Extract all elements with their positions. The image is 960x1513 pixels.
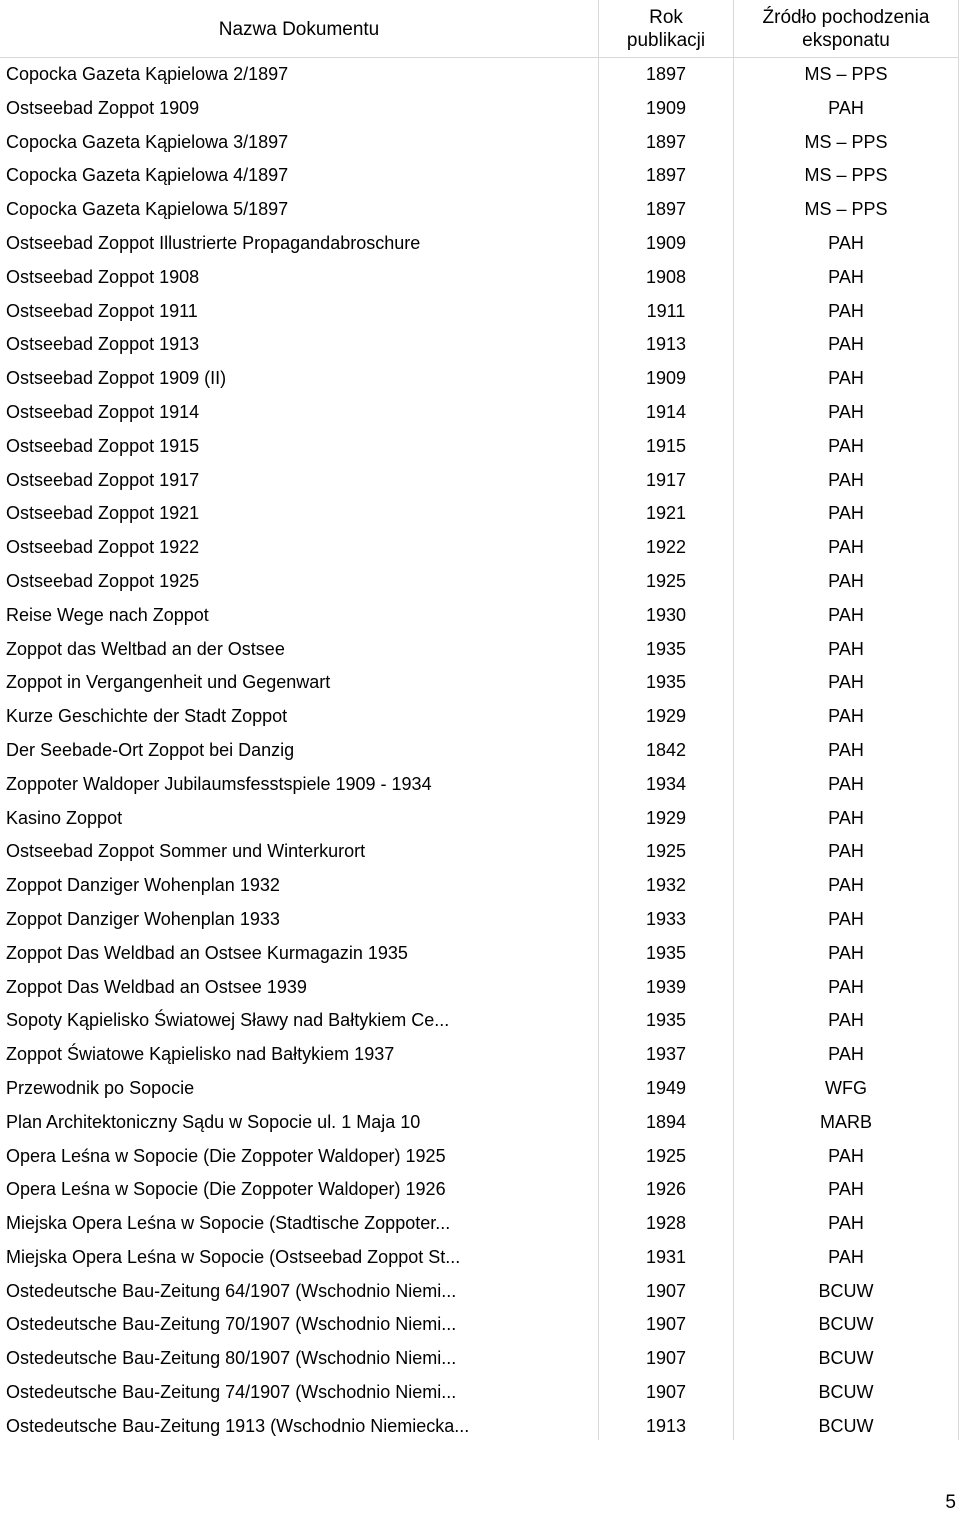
- cell-publication-year: 1907: [645, 1348, 687, 1369]
- table-row: [0, 734, 960, 768]
- cell-exhibit-source: PAH: [828, 706, 864, 727]
- cell-exhibit-source: MARB: [819, 1111, 872, 1132]
- table-row: [0, 227, 960, 261]
- cell-publication-year: 1933: [645, 908, 687, 929]
- table-row: [0, 1173, 960, 1207]
- cell-document-name: Ostedeutsche Bau-Zeitung 80/1907 (Wschodnio Niemi...: [6, 1348, 457, 1369]
- cell-document-name: Przewodnik po Sopocie: [6, 1077, 195, 1098]
- table-row: [0, 430, 960, 464]
- cell-exhibit-source: WFG: [825, 1077, 867, 1098]
- cell-exhibit-source: PAH: [828, 875, 864, 896]
- cell-document-name: Zoppot Danziger Wohenplan 1933: [6, 908, 280, 929]
- cell-document-name: Kasino Zoppot: [6, 807, 123, 828]
- cell-document-name: Opera Leśna w Sopocie (Die Zoppoter Waldoper) 1925: [6, 1145, 446, 1166]
- cell-document-name: Kurze Geschichte der Stadt Zoppot: [6, 706, 288, 727]
- cell-document-name: Zoppot Światowe Kąpielisko nad Bałtykiem 1937: [6, 1044, 395, 1065]
- cell-document-name: Zoppot in Vergangenheit und Gegenwart: [6, 672, 331, 693]
- table-row: [0, 396, 960, 430]
- cell-exhibit-source: PAH: [828, 503, 864, 524]
- cell-publication-year: 1908: [645, 266, 687, 287]
- table-row: [0, 1241, 960, 1275]
- cell-publication-year: 1914: [645, 401, 687, 422]
- cell-exhibit-source: PAH: [828, 908, 864, 929]
- table-row: [0, 295, 960, 329]
- table-row: [0, 768, 960, 802]
- cell-publication-year: 1929: [645, 706, 687, 727]
- cell-publication-year: 1929: [645, 807, 687, 828]
- cell-document-name: Der Seebade-Ort Zoppot bei Danzig: [6, 739, 295, 760]
- cell-exhibit-source: PAH: [828, 537, 864, 558]
- table-row: [0, 1140, 960, 1174]
- cell-document-name: Reise Wege nach Zoppot: [6, 604, 209, 625]
- cell-publication-year: 1909: [645, 368, 687, 389]
- column-divider: [733, 0, 734, 1440]
- cell-publication-year: 1897: [645, 165, 687, 186]
- cell-publication-year: 1935: [645, 1010, 687, 1031]
- cell-document-name: Copocka Gazeta Kąpielowa 2/1897: [6, 64, 289, 84]
- table-row: [0, 464, 960, 498]
- table-row: [0, 937, 960, 971]
- page-number: 5: [945, 1492, 956, 1513]
- cell-exhibit-source: MS – PPS: [804, 199, 888, 220]
- cell-document-name: Ostseebad Zoppot 1909 (II): [6, 368, 227, 389]
- cell-document-name: Ostseebad Zoppot 1917: [6, 469, 200, 490]
- cell-exhibit-source: PAH: [828, 1010, 864, 1031]
- cell-exhibit-source: PAH: [828, 672, 864, 693]
- cell-exhibit-source: PAH: [828, 841, 864, 862]
- table-row: [0, 328, 960, 362]
- table-row: [0, 565, 960, 599]
- table-row: [0, 1038, 960, 1072]
- cell-publication-year: 1842: [645, 739, 687, 760]
- table-row: [0, 58, 960, 92]
- cell-document-name: Miejska Opera Leśna w Sopocie (Stadtische Zoppoter...: [6, 1213, 451, 1234]
- cell-exhibit-source: PAH: [828, 807, 864, 828]
- cell-document-name: Ostseebad Zoppot 1909: [6, 97, 200, 118]
- cell-exhibit-source: PAH: [828, 773, 864, 794]
- cell-exhibit-source: PAH: [828, 97, 864, 118]
- cell-document-name: Ostseebad Zoppot 1925: [6, 570, 200, 591]
- table-row: [0, 1072, 960, 1106]
- cell-publication-year: 1907: [645, 1280, 687, 1301]
- cell-publication-year: 1939: [645, 976, 687, 997]
- cell-exhibit-source: PAH: [828, 469, 864, 490]
- cell-exhibit-source: PAH: [828, 942, 864, 963]
- cell-publication-year: 1921: [645, 503, 687, 524]
- table-row: [0, 835, 960, 869]
- cell-publication-year: 1909: [645, 97, 687, 118]
- table-header: [0, 0, 960, 58]
- header-document-name: Nazwa Dokumentu: [218, 18, 380, 40]
- table-row: [0, 599, 960, 633]
- column-divider: [598, 0, 599, 1440]
- cell-document-name: Ostseebad Zoppot 1914: [6, 401, 200, 422]
- table-row: [0, 666, 960, 700]
- cell-exhibit-source: PAH: [828, 300, 864, 321]
- cell-exhibit-source: PAH: [828, 266, 864, 287]
- cell-publication-year: 1907: [645, 1382, 687, 1403]
- cell-publication-year: 1935: [645, 638, 687, 659]
- cell-exhibit-source: PAH: [828, 638, 864, 659]
- cell-document-name: Copocka Gazeta Kąpielowa 4/1897: [6, 165, 289, 186]
- header-exhibit-source: Źródło pochodzenia eksponatu: [762, 7, 930, 51]
- table-row: [0, 1004, 960, 1038]
- cell-exhibit-source: MS – PPS: [804, 131, 888, 152]
- table-row: [0, 1106, 960, 1140]
- cell-exhibit-source: BCUW: [818, 1280, 874, 1301]
- table-row: [0, 1376, 960, 1410]
- cell-publication-year: 1911: [646, 300, 686, 321]
- cell-document-name: Ostseebad Zoppot Illustrierte Propagandabroschure: [6, 232, 421, 253]
- table-row: [0, 700, 960, 734]
- cell-exhibit-source: BCUW: [818, 1415, 874, 1436]
- cell-exhibit-source: PAH: [828, 334, 864, 355]
- table-row: [0, 261, 960, 295]
- table-row: [0, 633, 960, 667]
- cell-document-name: Ostseebad Zoppot 1908: [6, 266, 200, 287]
- cell-document-name: Zoppot Das Weldbad an Ostsee Kurmagazin 1935: [6, 942, 408, 963]
- cell-document-name: Ostseebad Zoppot 1911: [6, 300, 198, 321]
- table-row: [0, 159, 960, 193]
- table-row: [0, 903, 960, 937]
- cell-document-name: Sopoty Kąpielisko Światowej Sławy nad Bałtykiem Ce...: [6, 1010, 450, 1031]
- cell-document-name: Copocka Gazeta Kąpielowa 3/1897: [6, 131, 289, 152]
- cell-exhibit-source: MS – PPS: [804, 64, 888, 84]
- cell-exhibit-source: MS – PPS: [804, 165, 888, 186]
- cell-publication-year: 1909: [645, 232, 687, 253]
- cell-document-name: Zoppot das Weltbad an der Ostsee: [6, 638, 285, 659]
- cell-document-name: Zoppoter Waldoper Jubilaumsfesstspiele 1909 - 1934: [6, 773, 432, 794]
- cell-document-name: Ostseebad Zoppot 1913: [6, 334, 200, 355]
- cell-publication-year: 1949: [645, 1077, 687, 1098]
- cell-publication-year: 1922: [645, 537, 687, 558]
- cell-exhibit-source: PAH: [828, 1145, 864, 1166]
- cell-publication-year: 1913: [645, 334, 687, 355]
- cell-exhibit-source: PAH: [828, 1246, 864, 1267]
- cell-exhibit-source: BCUW: [818, 1348, 874, 1369]
- table-row: [0, 869, 960, 903]
- cell-publication-year: 1897: [645, 64, 687, 84]
- cell-publication-year: 1931: [645, 1246, 687, 1267]
- cell-document-name: Plan Architektoniczny Sądu w Sopocie ul. 1 Maja 10: [6, 1111, 421, 1132]
- cell-document-name: Copocka Gazeta Kąpielowa 5/1897: [6, 199, 289, 220]
- table-row: [0, 362, 960, 396]
- header-divider: [0, 57, 959, 58]
- table-row: [0, 802, 960, 836]
- table-row: [0, 497, 960, 531]
- table-row: [0, 971, 960, 1005]
- table-row: [0, 1410, 960, 1444]
- cell-exhibit-source: PAH: [828, 604, 864, 625]
- table-row: [0, 193, 960, 227]
- cell-document-name: Ostseebad Zoppot 1922: [6, 537, 200, 558]
- cell-document-name: Ostedeutsche Bau-Zeitung 74/1907 (Wschodnio Niemi...: [6, 1382, 457, 1403]
- cell-exhibit-source: PAH: [828, 232, 864, 253]
- cell-publication-year: 1897: [645, 131, 687, 152]
- cell-publication-year: 1925: [645, 841, 687, 862]
- table-row: [0, 1275, 960, 1309]
- cell-document-name: Opera Leśna w Sopocie (Die Zoppoter Waldoper) 1926: [6, 1179, 446, 1200]
- cell-exhibit-source: BCUW: [818, 1382, 874, 1403]
- cell-publication-year: 1932: [645, 875, 687, 896]
- cell-publication-year: 1913: [645, 1415, 687, 1436]
- cell-publication-year: 1894: [645, 1111, 687, 1132]
- cell-publication-year: 1897: [645, 199, 687, 220]
- cell-publication-year: 1930: [645, 604, 687, 625]
- cell-publication-year: 1935: [645, 672, 687, 693]
- cell-publication-year: 1925: [645, 570, 687, 591]
- cell-publication-year: 1907: [645, 1314, 687, 1335]
- cell-document-name: Miejska Opera Leśna w Sopocie (Ostseebad Zoppot St...: [6, 1246, 461, 1267]
- table-row: [0, 1342, 960, 1376]
- table-row: [0, 1207, 960, 1241]
- cell-publication-year: 1917: [645, 469, 687, 490]
- table-row: [0, 1308, 960, 1342]
- cell-exhibit-source: PAH: [828, 368, 864, 389]
- cell-publication-year: 1937: [645, 1044, 687, 1065]
- cell-document-name: Ostseebad Zoppot 1915: [6, 435, 200, 456]
- cell-document-name: Ostedeutsche Bau-Zeitung 1913 (Wschodnio Niemiecka...: [6, 1415, 470, 1436]
- cell-exhibit-source: PAH: [828, 1179, 864, 1200]
- cell-publication-year: 1935: [645, 942, 687, 963]
- table-body: [0, 58, 960, 1444]
- cell-exhibit-source: PAH: [828, 570, 864, 591]
- header-publication-year: Rok publikacji: [626, 7, 706, 51]
- cell-exhibit-source: BCUW: [818, 1314, 874, 1335]
- cell-exhibit-source: PAH: [828, 1044, 864, 1065]
- cell-publication-year: 1915: [645, 435, 687, 456]
- cell-document-name: Ostedeutsche Bau-Zeitung 70/1907 (Wschodnio Niemi...: [6, 1314, 457, 1335]
- cell-document-name: Ostedeutsche Bau-Zeitung 64/1907 (Wschodnio Niemi...: [6, 1280, 457, 1301]
- cell-document-name: Zoppot Das Weldbad an Ostsee 1939: [6, 976, 307, 997]
- cell-document-name: Zoppot Danziger Wohenplan 1932: [6, 875, 280, 896]
- cell-publication-year: 1928: [645, 1213, 687, 1234]
- cell-exhibit-source: PAH: [828, 435, 864, 456]
- cell-exhibit-source: PAH: [828, 739, 864, 760]
- table-row: [0, 531, 960, 565]
- cell-publication-year: 1934: [645, 773, 687, 794]
- cell-exhibit-source: PAH: [828, 401, 864, 422]
- cell-document-name: Ostseebad Zoppot 1921: [6, 503, 200, 524]
- cell-publication-year: 1926: [645, 1179, 687, 1200]
- cell-document-name: Ostseebad Zoppot Sommer und Winterkurort: [6, 841, 366, 862]
- table-row: [0, 126, 960, 160]
- table-row: [0, 92, 960, 126]
- cell-publication-year: 1925: [645, 1145, 687, 1166]
- cell-exhibit-source: PAH: [828, 1213, 864, 1234]
- column-divider: [958, 0, 959, 1440]
- cell-exhibit-source: PAH: [828, 976, 864, 997]
